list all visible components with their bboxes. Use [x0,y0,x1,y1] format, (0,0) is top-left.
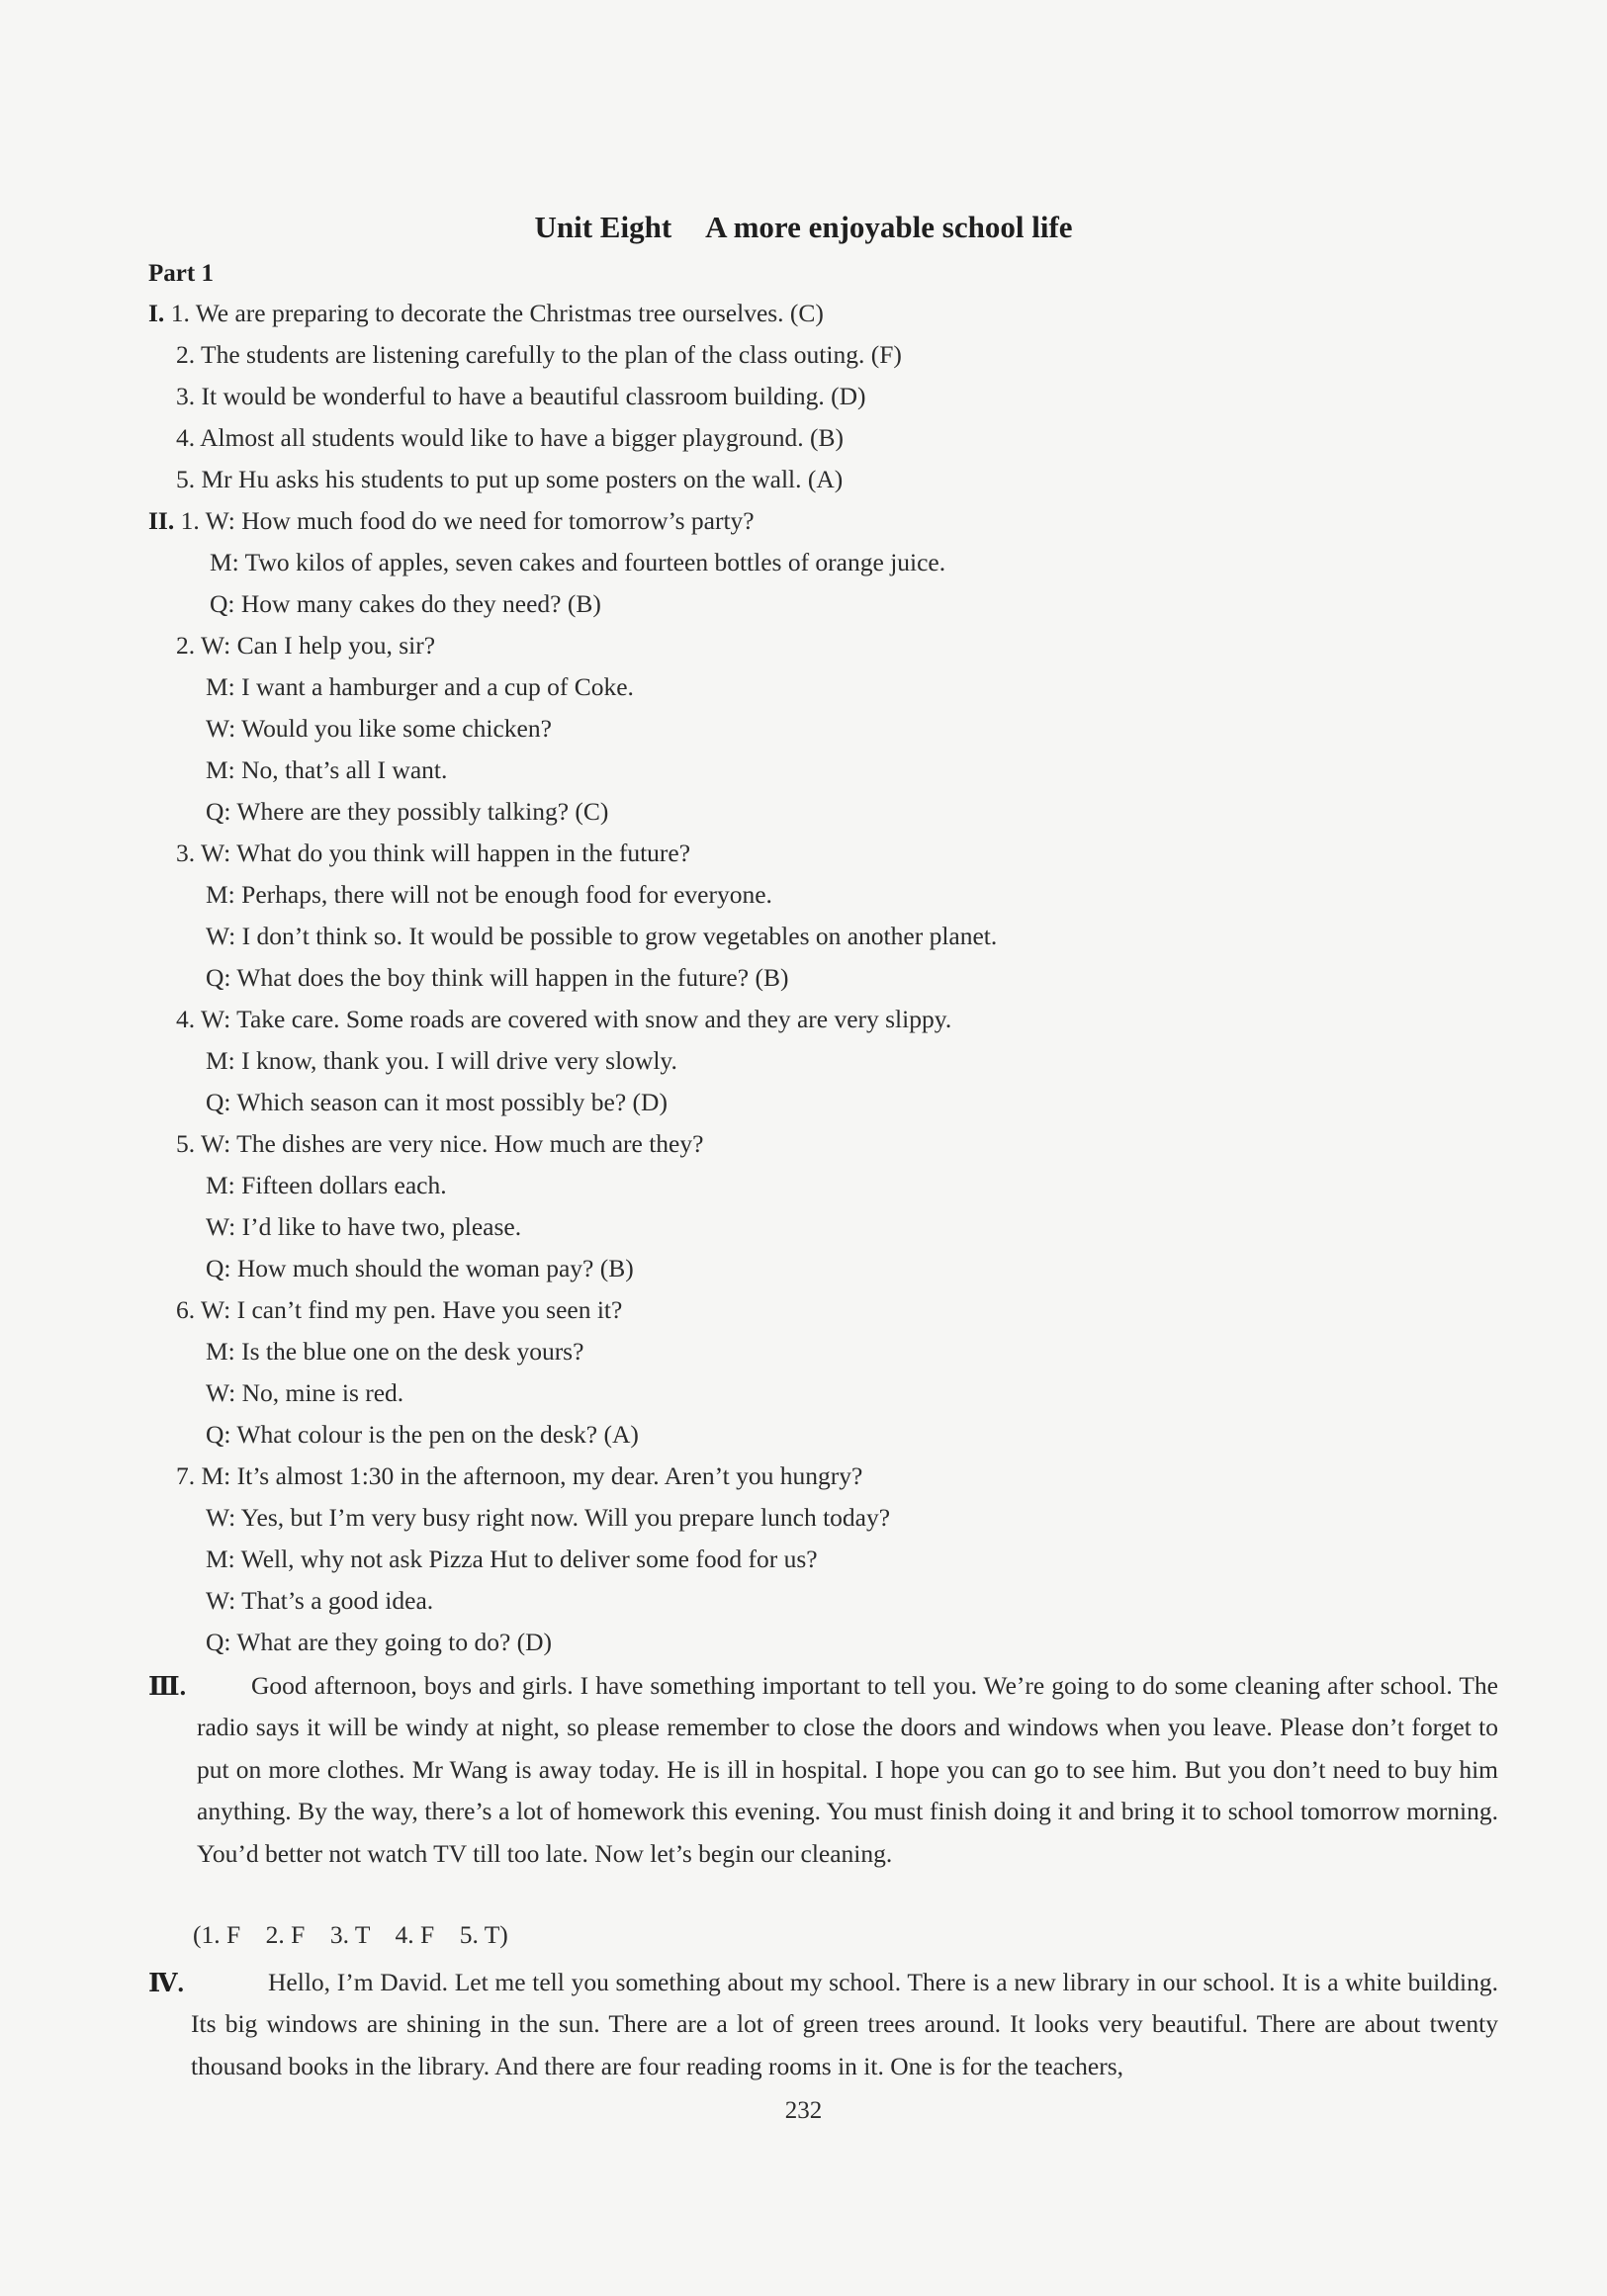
dialogue-line: Q: What are they going to do? (D) [206,1628,553,1656]
section-1-numeral: I. [148,299,165,327]
dialogue-line: W: No, mine is red. [206,1378,404,1407]
section-1-item: 1. We are preparing to decorate the Christmas tree ourselves. (C) [170,299,824,327]
unit-title [0,210,1607,245]
section-3-answers: (1. F 2. F 3. T 4. F 5. T) [193,1920,508,1949]
dialogue-line: M: I know, thank you. I will drive very slowly. [206,1046,677,1075]
section-1-item: 2. The students are listening carefully to the plan of the class outing. (F) [176,340,902,369]
dialogue-line: Q: How much should the woman pay? (B) [206,1254,634,1282]
section-1-item: 5. Mr Hu asks his students to put up some posters on the wall. (A) [176,465,844,493]
dialogue-line: Q: Where are they possibly talking? (C) [206,797,609,826]
section-2-numeral: II. [148,506,175,535]
page-number: 232 [784,2097,823,2124]
passage-text: Good afternoon, boys and girls. I have something important to tell you. We’re going to do some cleaning after school. The radio says it will be windy at night, so please remember to close the doors and windows when you leave. Please don’t forget to put on more clothes. Mr Wang is away today. He is ill in hospital. I hope you can go to see him. But you don’t need to buy him anything. By the way, there’s a lot of homework this evening. You must finish doing it and bring it to school tomorrow morning. You’d better not watch TV till too late. Now let’s begin our cleaning. [197,1671,1498,1868]
dialogue-line: 1. W: How much food do we need for tomorrow’s party? [180,506,755,535]
unit-topic: A more enjoyable school life [705,210,1073,244]
section-3-passage [197,1665,1498,1875]
passage-text: Hello, I’m David. Let me tell you something about my school. There is a new library in our school. It is a white building. Its big windows are shining in the sun. There are a lot of green trees around. It looks very beautiful. There are about twenty thousand books in the library. And there are four reading rooms in it. One is for the teachers, [191,1968,1498,2080]
section-4-passage [191,1962,1498,2087]
dialogue-line: W: Yes, but I’m very busy right now. Will you prepare lunch today? [206,1503,891,1532]
section-4-numeral: Ⅳ. [148,1969,185,1997]
dialogue-line: M: Well, why not ask Pizza Hut to deliver some food for us? [206,1545,818,1573]
unit-number: Unit Eight [534,210,672,244]
dialogue-line: 6. W: I can’t find my pen. Have you seen it? [176,1295,623,1324]
dialogue-line: 5. W: The dishes are very nice. How much are they? [176,1129,704,1158]
section-1-line [148,299,824,328]
dialogue-line: W: I don’t think so. It would be possible to grow vegetables on another planet. [206,922,998,950]
dialogue-line: M: Fifteen dollars each. [206,1171,447,1199]
dialogue-line: 7. M: It’s almost 1:30 in the afternoon, my dear. Aren’t you hungry? [176,1461,863,1490]
dialogue-line: Q: What does the boy think will happen in the future? (B) [206,963,789,992]
dialogue-line: Q: How many cakes do they need? (B) [210,589,601,618]
dialogue-line: M: No, that’s all I want. [206,755,448,784]
dialogue-line: 2. W: Can I help you, sir? [176,631,436,660]
section-1-item: 3. It would be wonderful to have a beautiful classroom building. (D) [176,382,866,410]
dialogue-line: Q: What colour is the pen on the desk? (A) [206,1420,639,1449]
dialogue-line: 3. W: What do you think will happen in the future? [176,839,691,867]
dialogue-line: W: That’s a good idea. [206,1586,434,1615]
section-1-item: 4. Almost all students would like to have a bigger playground. (B) [176,423,844,452]
dialogue-line: M: Perhaps, there will not be enough food for everyone. [206,880,772,909]
dialogue-line: M: Is the blue one on the desk yours? [206,1337,584,1366]
dialogue-line: M: I want a hamburger and a cup of Coke. [206,672,634,701]
section-3-numeral: Ⅲ. [148,1672,187,1701]
section-2-line [148,506,755,536]
dialogue-line: W: Would you like some chicken? [206,714,552,743]
dialogue-line: 4. W: Take care. Some roads are covered with snow and they are very slippy. [176,1005,952,1033]
dialogue-line: W: I’d like to have two, please. [206,1212,522,1241]
part-heading: Part 1 [148,260,214,287]
dialogue-line: Q: Which season can it most possibly be? (D) [206,1088,668,1116]
dialogue-line: M: Two kilos of apples, seven cakes and fourteen bottles of orange juice. [210,548,946,576]
